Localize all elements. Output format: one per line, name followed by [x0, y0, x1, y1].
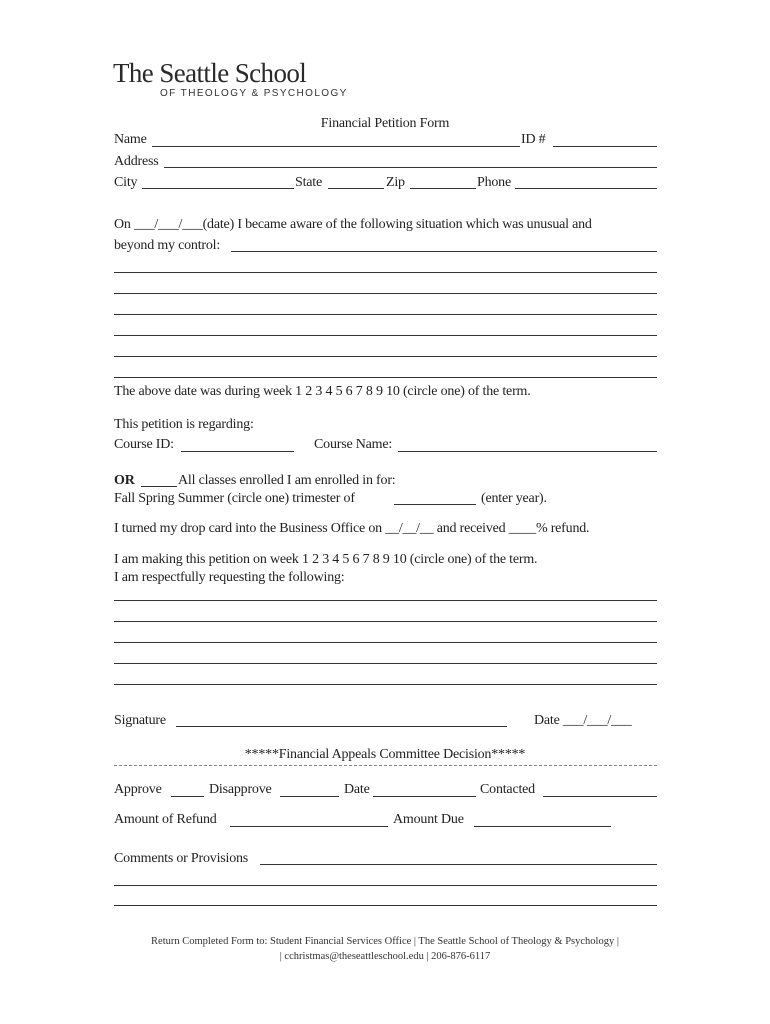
committee-heading: *****Financial Appeals Committee Decision***** — [244, 747, 526, 762]
signature-date: Date ___/___/___ — [534, 713, 632, 728]
situation-line[interactable] — [114, 272, 657, 273]
all-classes-label: All classes enrolled I am enrolled in for: — [178, 473, 396, 488]
contacted-field[interactable] — [543, 796, 657, 797]
situation-line[interactable] — [231, 251, 657, 252]
approve-field[interactable] — [171, 796, 204, 797]
form-title: Financial Petition Form — [320, 116, 450, 131]
situation-line[interactable] — [114, 356, 657, 357]
signature-label: Signature — [114, 713, 166, 728]
course-name-field[interactable] — [398, 451, 657, 452]
committee-divider — [114, 765, 657, 766]
term-line-prefix: Fall Spring Summer (circle one) trimester of — [114, 491, 355, 506]
approve-label: Approve — [114, 782, 162, 797]
school-logo-subtitle: OF THEOLOGY & PSYCHOLOGY — [160, 88, 348, 99]
petition-week-line: I am making this petition on week 1 2 3 4 5 6 7 8 9 10 (circle one) of the term. — [114, 552, 538, 567]
situation-control-label: beyond my control: — [114, 238, 221, 253]
situation-line[interactable] — [114, 293, 657, 294]
id-field[interactable] — [553, 146, 657, 147]
request-line[interactable] — [114, 684, 657, 685]
refund-field[interactable] — [230, 826, 388, 827]
footer-return-info: Return Completed Form to: Student Financial Services Office | The Seattle School of Theology & Psychology | — [151, 936, 619, 947]
name-label: Name — [114, 132, 147, 147]
request-line[interactable] — [114, 663, 657, 664]
refund-label: Amount of Refund — [114, 812, 217, 827]
request-line[interactable] — [114, 642, 657, 643]
id-label: ID # — [521, 132, 546, 147]
address-label: Address — [114, 154, 159, 169]
course-id-label: Course ID: — [114, 437, 174, 452]
name-field[interactable] — [152, 146, 520, 147]
requesting-label: I am respectfully requesting the following: — [114, 570, 345, 585]
decision-date-label: Date — [344, 782, 370, 797]
signature-field[interactable] — [176, 726, 507, 727]
disapprove-field[interactable] — [280, 796, 339, 797]
term-line-suffix: (enter year). — [481, 491, 547, 506]
drop-card-line: I turned my drop card into the Business Office on __/__/__ and received ____% refund. — [114, 521, 590, 536]
state-label: State — [295, 175, 322, 190]
footer-contact: | cchristmas@theseattleschool.edu | 206-876-6117 — [279, 951, 491, 962]
decision-date-field[interactable] — [373, 796, 476, 797]
situation-line[interactable] — [114, 314, 657, 315]
state-field[interactable] — [328, 188, 384, 189]
comments-line[interactable] — [114, 905, 657, 906]
comments-line[interactable] — [260, 864, 657, 865]
amount-due-field[interactable] — [474, 826, 611, 827]
situation-date-line: On ___/___/___(date) I became aware of the following situation which was unusual and — [114, 217, 592, 232]
or-label: OR — [114, 473, 135, 488]
course-name-label: Course Name: — [314, 437, 393, 452]
contacted-label: Contacted — [480, 782, 535, 797]
request-line[interactable] — [114, 600, 657, 601]
phone-label: Phone — [477, 175, 512, 190]
city-label: City — [114, 175, 138, 190]
amount-due-label: Amount Due — [393, 812, 464, 827]
zip-label: Zip — [386, 175, 405, 190]
comments-line[interactable] — [114, 885, 657, 886]
week-statement: The above date was during week 1 2 3 4 5 6 7 8 9 10 (circle one) of the term. — [114, 384, 531, 399]
disapprove-label: Disapprove — [209, 782, 272, 797]
petition-regarding-label: This petition is regarding: — [114, 417, 254, 432]
comments-label: Comments or Provisions — [114, 851, 249, 866]
school-logo-name: The Seattle School — [113, 58, 307, 88]
address-field[interactable] — [164, 167, 657, 168]
zip-field[interactable] — [410, 188, 476, 189]
city-field[interactable] — [142, 188, 294, 189]
course-id-field[interactable] — [181, 451, 294, 452]
situation-line[interactable] — [114, 377, 657, 378]
request-line[interactable] — [114, 621, 657, 622]
phone-field[interactable] — [515, 188, 657, 189]
all-classes-field[interactable] — [141, 486, 177, 487]
situation-line[interactable] — [114, 335, 657, 336]
year-field[interactable] — [394, 504, 476, 505]
